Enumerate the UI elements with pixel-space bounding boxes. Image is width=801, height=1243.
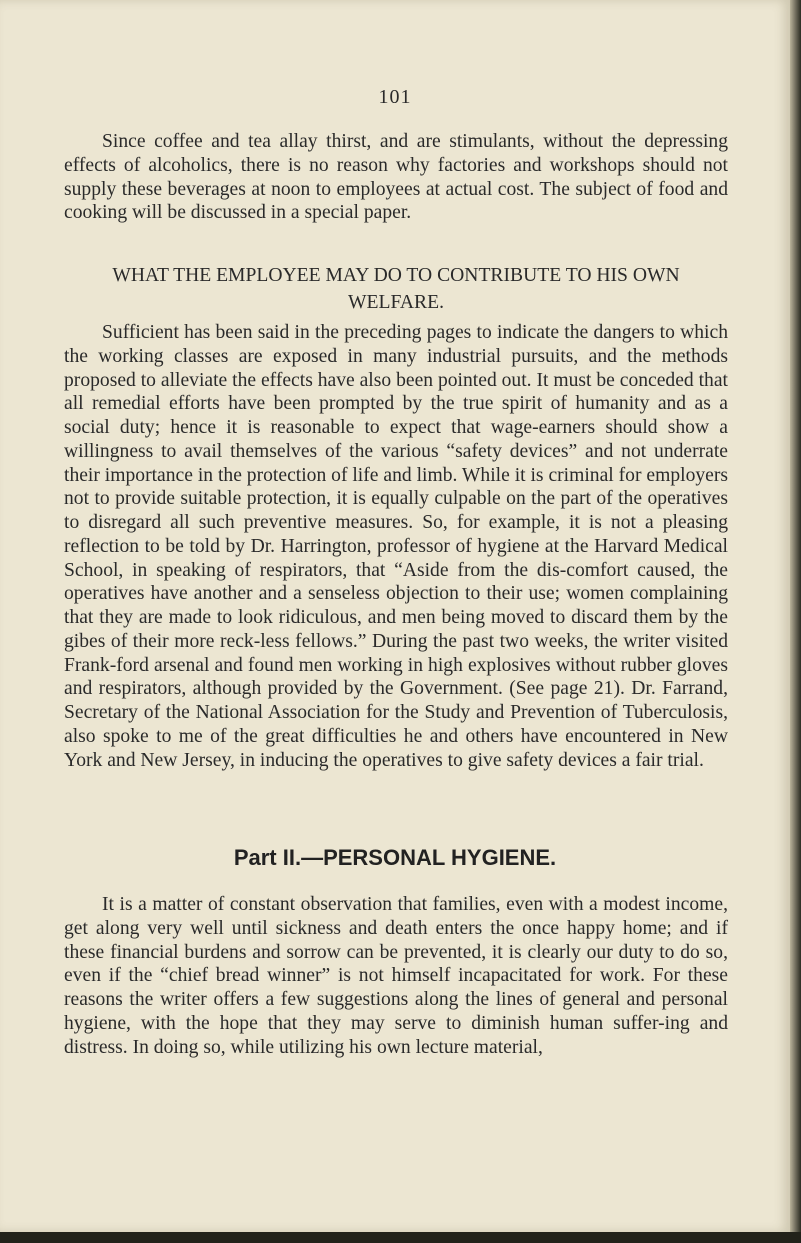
section-heading-employee-welfare: WHAT THE EMPLOYEE MAY DO TO CONTRIBUTE TO HIS OWN WELFARE. [112, 265, 680, 313]
part-heading-personal-hygiene: Part II.—PERSONAL HYGIENE. [233, 845, 557, 870]
paragraph-safety-devices: Sufficient has been said in the preceding pages to indicate the dangers to which the working classes are exposed in many industrial pursuits, and the methods proposed to alleviate the effects have also been pointed out. It must be conceded that all remedial efforts have been prompted by the true spirit of humanity and as a social duty; hence it is reasonable to expect that wage-earners should show a willingness to avail themselves of the various “safety devices” and not underrate their importance in the protection of life and limb. While it is criminal for employers not to provide suitable protection, it is equally culpable on the part of the operatives to disregard all such preventive measures. So, for example, it is not a pleasing reflection to be told by Dr. Harrington, professor of hygiene at the Harvard Medical School, in speaking of respirators, that “Aside from the dis-comfort caused, the operatives have another and a senseless objection to their use; women complaining that they are made to look ridiculous, and men being moved to discard them by the gibes of their more reck-less fellows.” During the past two weeks, the writer visited Frank-ford arsenal and found men working in high explosives without rubber gloves and respirators, although provided by the Government. (See page 21). Dr. Farrand, Secretary of the National Association for the Study and Prevention of Tuberculosis, also spoke to me of the great difficulties he and others have encountered in New York and New Jersey, in inducing the operatives to give safety devices a fair trial. [64, 322, 729, 771]
paragraph-coffee-and-tea: Since coffee and tea allay thirst, and are stimulants, without the depressing effects of alcoholics, there is no reason why factories and workshops should not supply these beverages at noon to employees at actual cost. The subject of food and cooking will be discussed in a special paper. [64, 131, 728, 224]
scan-right-edge [790, 0, 801, 1243]
scan-bottom-edge [0, 1232, 801, 1243]
page-number: 101 [378, 86, 412, 108]
paragraph-personal-hygiene-intro: It is a matter of constant observation that families, even with a modest income, get along very well until sickness and death enters the once happy home; and if these financial burdens and sorrow can be prevented, it is clearly our duty to do so, even if the “chief bread winner” is not himself incapacitated for work. For these reasons the writer offers a few suggestions along the lines of general and personal hygiene, with the hope that they may serve to diminish human suffer-ing and distress. In doing so, while utilizing his own lecture material, [64, 894, 728, 1058]
